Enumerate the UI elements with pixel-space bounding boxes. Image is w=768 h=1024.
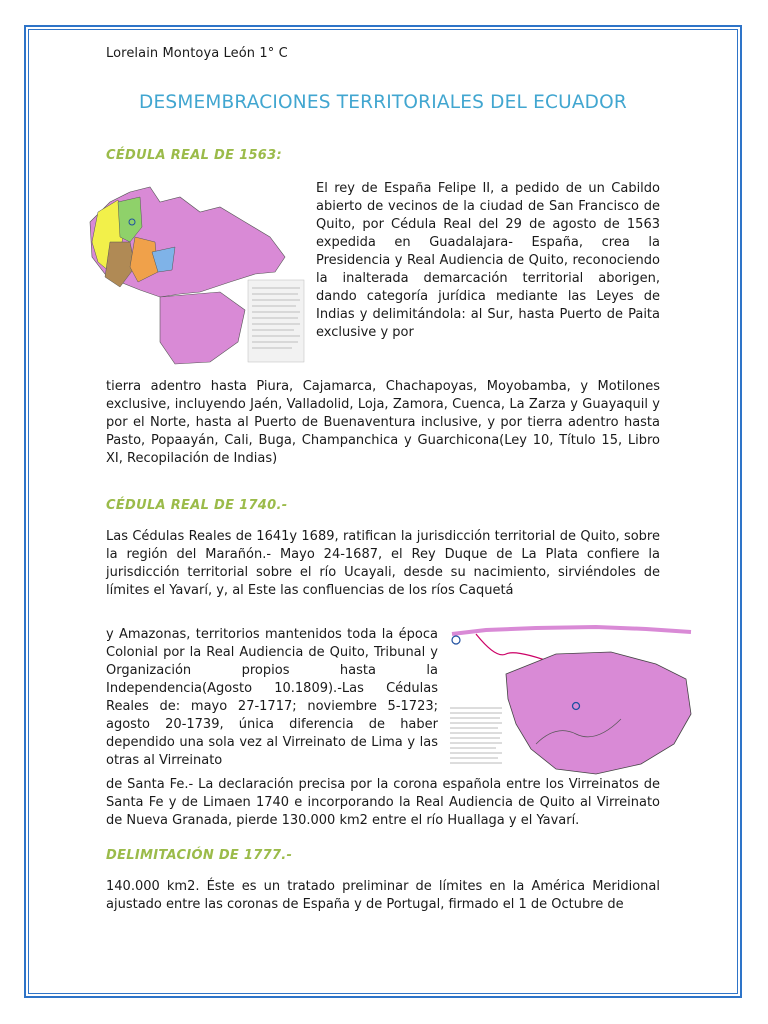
section-1740-text-bottom: de Santa Fe.- La declaración precisa por la corona española entre los Virreinatos de Santa Fe y de Limaen 1740 e incorporando la Real Audiencia de Quito al Virreinato de Nueva Granada, pierde 130.000 km2 entre el río Huallaga y el Yavarí. <box>106 777 660 828</box>
map-1740-graphic <box>446 624 694 776</box>
map-image-1563 <box>80 182 310 372</box>
section-heading-1563: CÉDULA REAL DE 1563: <box>106 148 282 163</box>
map-legend-box <box>248 280 304 362</box>
page-title: DESMEMBRACIONES TERRITORIALES DEL ECUADOR <box>139 92 627 113</box>
section-1563-text-beside-map: El rey de España Felipe II, a pedido de un Cabildo abierto de vecinos de la ciudad de San Francisco de Quito, por Cédula Real del 29 de agosto de 1563 expedida en Guadalajara- España, crea la Presidencia y Real Audiencia de Quito, reconociendo la inalterada demarcación territorial aborigen, dando categoría jurídica mediante las Leyes de Indias y delimitándola: al Sur, hasta Puerto de Paita exclusive y por <box>316 181 660 340</box>
map-territory-south <box>160 292 245 364</box>
map-image-1740 <box>446 624 694 776</box>
author-line: Lorelain Montoya León 1° C <box>106 46 288 61</box>
section-1740-text-top: Las Cédulas Reales de 1641y 1689, ratifican la jurisdicción territorial de Quito, sobre la región del Marañón.- Mayo 24-1687, el Rey Duque de La Plata confiere la jurisdicción territorial sobre el río Ucayali, desde su nacimiento, sirviéndoles de límites el Yavarí, y, al Este las confluencias de los ríos Caquetá <box>106 529 660 598</box>
section-1563-text-full: tierra adentro hasta Piura, Cajamarca, Chachapoyas, Moyobamba, y Motilones exclusive, incluyendo Jaén, Valladolid, Loja, Zamora, Cuenca, La Zarza y Guayaquil y por el Norte, hasta al Puerto de Buenaventura inclusive, y por tierra adentro hasta Pasto, Popaayán, Cali, Buga, Champanchica y Guarchicona(Ley 10, Título 15, Libro XI, Recopilación de Indias) <box>106 379 660 466</box>
section-1777-text: 140.000 km2. Éste es un tratado preliminar de límites en la América Meridional ajustado entre las coronas de España y de Portugal, firmado el 1 de Octubre de <box>106 879 660 912</box>
map-1563-graphic <box>80 182 310 372</box>
section-heading-1740: CÉDULA REAL DE 1740.- <box>106 498 288 513</box>
section-1740-text-beside-map: y Amazonas, territorios mantenidos toda la época Colonial por la Real Audiencia de Quito, Tribunal y Organización propios hasta la Independencia(Agosto 10.1809).-Las Cédulas Reales de: mayo 27-1717; noviembre 5-1723; agosto 20-1739, única diferencia de haber dependido una sola vez al Virreinato de Lima y las otras al Virreinato <box>106 627 438 768</box>
section-heading-1777: DELIMITACIÓN DE 1777.- <box>106 848 293 863</box>
